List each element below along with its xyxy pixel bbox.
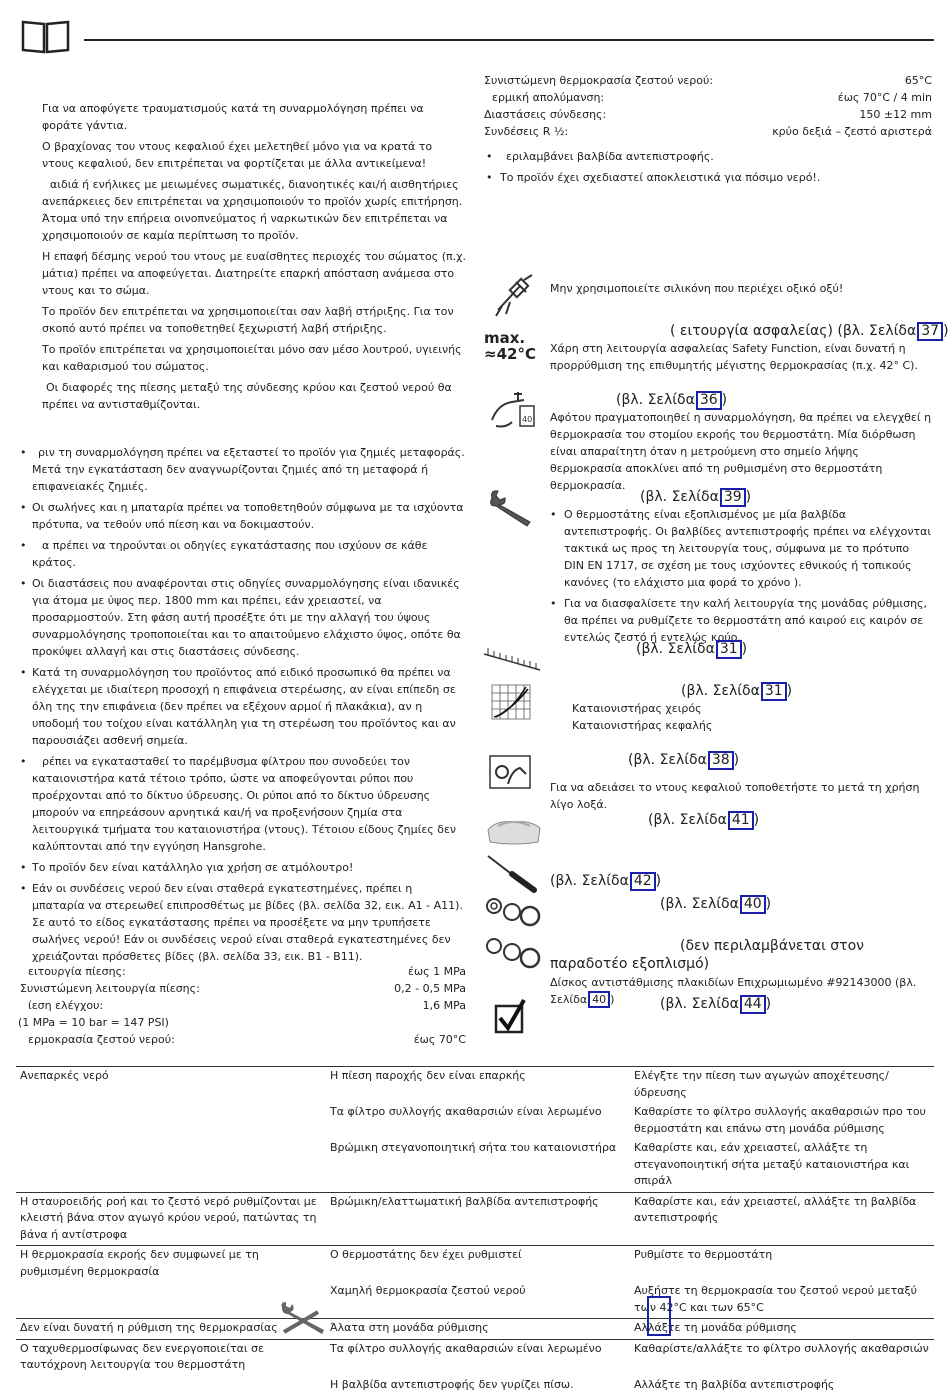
cleaning-heading: (βλ. Σελίδα 41 )	[648, 811, 759, 830]
safety-note: Ο βραχίονας του ντους κεφαλιού έχει μελετηθεί μόνο για να κρατά το ντους κεφαλιού, δεν επιτρέπεται να φορτίζεται με άλλα αντικείμενα!	[42, 138, 466, 172]
cause-cell: Τα φίλτρο συλλογής ακαθαρσιών είναι λερωμένο	[326, 1339, 630, 1376]
thermometer-hand-icon	[488, 390, 540, 434]
calibration-body: Αφότου πραγματοποιηθεί η συναρμολόγηση, θα πρέπει να ελεγχθεί η θερμοκρασία του στομίου εκροής του θερμοστάτη. Μία διόρθωση είναι απαραίτητη όταν η μετρούμενη στο σημείο λήψης θερμοκρασία αποκλίνει από τη ρυθμισμένη στο θερμοστάτη θερμοκρασία.	[550, 409, 932, 494]
wrench-icon	[486, 488, 538, 528]
cause-cell: Τα φίλτρο συλλογής ακαθαρσιών είναι λερωμένο	[326, 1103, 630, 1139]
cause-cell: Χαμηλή θερμοκρασία ζεστού νερού	[326, 1282, 630, 1319]
dimension-drawing-icon	[482, 640, 542, 678]
install-notes	[20, 444, 466, 965]
screwdriver-icon	[484, 852, 540, 894]
page-ref-link[interactable]: 39	[720, 488, 746, 507]
cause-cell: Βρώμικη στεγανοποιητική σήτα του καταιονιστήρα	[326, 1139, 630, 1192]
list-item: • Το προϊόν έχει σχεδιαστεί αποκλειστικά για πόσιμο νερό!.	[486, 169, 932, 186]
table-row	[16, 1103, 934, 1139]
page-ref-link[interactable]: 37	[917, 322, 943, 341]
operation-heading: (βλ. Σελίδα 38 )	[628, 751, 739, 770]
safety-note: Για να αποφύγετε τραυματισμούς κατά τη συναρμολόγηση πρέπει να φοράτε γάντια.	[42, 100, 466, 134]
problem-cell: Η σταυροειδής ροή και το ζεστό νερό ρυθμίζονται με κλειστή βάνα στον αγωγό κρύου νερού, πατώντας τη βάνα ή αντίστροφα	[16, 1192, 326, 1246]
list-item: • Για να διασφαλίσετε την καλή λειτουργία της μονάδας ρύθμισης, θα πρέπει να ρυθμίζετε το θερμοστάτη από καιρού εις καιρόν σε εντελώς ζεστό ή εντελώς κρύο.	[550, 595, 932, 646]
list-item: • α πρέπει να τηρούνται οι οδηγίες εγκατάστασης που ισχύουν σε κάθε κράτος.	[20, 537, 466, 571]
problem-cell: Δεν είναι δυνατή η ρύθμιση της θερμοκρασίας	[16, 1319, 326, 1340]
cause-cell: Ο θερμοστάτης δεν έχει ρυθμιστεί	[326, 1246, 630, 1283]
list-item: • Οι διαστάσεις που αναφέρονται στις οδηγίες συναρμολόγησης είναι ιδανικές για άτομα με ύψος περ. 1800 mm και πρέπει, εάν χρειαστεί, να προσαρμοστούν. Στη φάση αυτή προσέξτε ότι με την αλλαγή του ύψους συναρμολόγησης τροποποιείται και το απαιτούμενο ελάχιστο ύψος, οπότε θα προκύψει αλλαγή και στις διαστάσεις σύνδεσης.	[20, 575, 466, 660]
flow-legend	[572, 700, 712, 734]
table-row	[16, 1282, 934, 1319]
spec-list-left	[20, 963, 466, 1048]
list-item: • Κατά τη συναρμολόγηση του προϊόντος από ειδικό προσωπικό θα πρέπει να ελέγχεται με ιδιαίτερη προσοχή η επιφάνεια στερέωσης, αν είναι επίπεδη σε όλη της την επιφάνεια (δεν πρέπει να εξέχουν αρμοί ή πλακάκια), αν η υποδομή του τοίχου είναι κατάλληλη για τη στερέωση του προϊόντος και αν παρουσιάζει ασθενή σημεία.	[20, 664, 466, 749]
test-heading: (βλ. Σελίδα 44 )	[660, 995, 771, 1014]
max-temp-icon: max. ≈42°C	[484, 330, 546, 362]
safety-notes	[42, 100, 466, 413]
list-item: • Το προϊόν δεν είναι κατάλληλο για χρήση σε ατμόλουτρο!	[20, 859, 466, 876]
list-item: • Οι σωλήνες και η μπαταρία πρέπει να τοποθετηθούν σύμφωνα με τα ισχύοντα πρότυπα, να τεθούν υπό πίεση και να δοκιμαστούν.	[20, 499, 466, 533]
legend-overhead-shower: Καταιονιστήρας κεφαλής	[572, 717, 712, 734]
spec-row: Συνδέσεις R ½: κρύο δεξιά – ζεστό αριστερά	[484, 123, 932, 140]
remedy-cell: Καθαρίστε και, εάν χρειαστεί, αλλάξτε τη στεγανοποιητική σήτα μεταξύ καταιονιστήρα και σπιράλ	[630, 1139, 934, 1192]
hand-knob-icon	[486, 752, 534, 792]
remedy-cell: Αλλάξτε τη βαλβίδα αντεπιστροφής	[630, 1376, 934, 1395]
silicone-note: Μην χρησιμοποιείτε σιλικόνη που περιέχει οξικό οξύ!	[550, 280, 930, 297]
remedy-cell: Καθαρίστε/αλλάξτε το φίλτρο συλλογής ακαθαρσιών	[630, 1339, 934, 1376]
accessories-body: Δίσκος αντιστάθμισης πλακιδίων Επιχρωμιωμένο #92143000 (βλ. Σελίδα 40 )	[550, 974, 934, 1008]
spec-row: Συνιστώμενη θερμοκρασία ζεστού νερού: 65°C	[484, 72, 932, 89]
safety-note: Οι διαφορές της πίεσης μεταξύ της σύνδεσης κρύου και ζεστού νερού θα πρέπει να αντισταθμίζονται.	[42, 379, 466, 413]
flow-heading: (βλ. Σελίδα 31 )	[681, 682, 792, 701]
problem-cell: Ο ταχυθερμοσίφωνας δεν ενεργοποιείται σε ταυτόχρονη λειτουργία του θερμοστάτη	[16, 1339, 326, 1376]
page-ref-link[interactable]: 40	[740, 895, 766, 914]
remedy-cell: Ρυθμίστε το θερμοστάτη	[630, 1246, 934, 1283]
list-item: • ριν τη συναρμολόγηση πρέπει να εξεταστεί το προϊόν για ζημιές μεταφοράς. Μετά την εγκατάσταση δεν αναγνωρίζονται ζημιές από τη μεταφορά ή επιφανειακές ζημιές.	[20, 444, 466, 495]
header-rule	[84, 39, 934, 41]
problem-cell: Ανεπαρκές νερό	[16, 1067, 326, 1104]
page-ref-link[interactable]: 31	[761, 682, 787, 701]
table-row	[16, 1376, 934, 1395]
accessories-icon	[484, 936, 544, 970]
book-icon	[20, 18, 72, 56]
safety-note: αιδιά ή ενήλικες με μειωμένες σωματικές, διανοητικές και/ή αισθητήριες ανεπάρκειες δεν επιτρέπεται να χρησιμοποιούν το προϊόν χωρίς επιτήρηση. Άτομα υπό την επήρεια οινοπνεύματος ή ναρκωτικών δεν επιτρέπεται να χρησιμοποιούν σε καμία περίπτωση το προϊόν.	[42, 176, 466, 244]
remedy-cell: Καθαρίστε και, εάν χρειαστεί, αλλάξτε τη βαλβίδα αντεπιστροφής	[630, 1192, 934, 1246]
page-ref-link[interactable]: 40	[588, 991, 610, 1008]
safety-body: Χάρη στη λειτουργία ασφαλείας Safety Function, είναι δυνατή η προρρύθμιση της επιθυμητής μέγιστης θερμοκρασίας (π.χ. 42° C).	[550, 340, 930, 374]
dimensions-heading: (βλ. Σελίδα 31 )	[636, 640, 747, 659]
page-ref-link[interactable]: 42	[630, 872, 656, 891]
spec-row: ερμοκρασία ζεστού νερού: έως 70°C	[20, 1031, 466, 1048]
safety-note: Το προϊόν επιτρέπεται να χρησιμοποιείται μόνο σαν μέσο λουτρού, υγιεινής και καθαρισμού του σώματος.	[42, 341, 466, 375]
table-row	[16, 1192, 934, 1246]
spec-row: (1 MPa = 10 bar = 147 PSI)	[20, 1014, 466, 1031]
operation-body: Για να αδειάσει το ντους κεφαλιού τοποθετήστε το μετά τη χρήση λίγο λοξά.	[550, 779, 930, 813]
cause-cell: Βρώμικη/ελαττωματική βαλβίδα αντεπιστροφής	[326, 1192, 630, 1246]
highlight-box	[647, 1296, 671, 1336]
spec-row: ειτουργία πίεσης: έως 1 MPa	[20, 963, 466, 980]
problem-cell	[16, 1103, 326, 1139]
calibration-heading: (βλ. Σελίδα 36 )	[616, 391, 727, 410]
table-row	[16, 1339, 934, 1376]
spec-list-right	[484, 72, 932, 140]
page-ref-link[interactable]: 41	[728, 811, 754, 830]
table-row	[16, 1067, 934, 1104]
safety-note: Το προϊόν δεν επιτρέπεται να χρησιμοποιείται σαν λαβή στήριξης. Για τον σκοπό αυτό πρέπει να τοποθετηθεί ξεχωριστή λαβή στήριξης.	[42, 303, 466, 337]
troubleshooting-table	[16, 1066, 934, 1395]
list-item: • ρέπει να εγκατασταθεί το παρέμβυσμα φίλτρου που συνοδεύει τον καταιονιστήρα κατά τέτοιο τρόπο, ώστε να αποφεύγονται ρύποι που προέρχονται από το δίκτυο ύδρευσης. Οι ρύποι από το δίκτυο ύδρευσης μπορούν να επηρεάσουν αρνητικά και/ή να προξενήσουν ζημία στα λειτουργικά τμήματα του καταιονιστήρα (ντους). Τέτοιου είδους ζημίες δεν καλύπτονται από την εγγύηση Hansgrohe.	[20, 753, 466, 855]
list-item: • εριλαμβάνει βαλβίδα αντεπιστροφής.	[486, 148, 932, 165]
cleaning-cloth-icon	[484, 812, 544, 848]
caulking-gun-icon	[488, 272, 536, 318]
remedy-cell: Καθαρίστε το φίλτρο συλλογής ακαθαρσιών προ του θερμοστάτη και επάνω στη μονάδα ρύθμισης	[630, 1103, 934, 1139]
spare-parts-icon	[484, 894, 544, 928]
page-ref-link[interactable]: 36	[696, 391, 722, 410]
spec-row: ερμική απολύμανση: έως 70°C / 4 min	[484, 89, 932, 106]
svg-text:40: 40	[522, 415, 532, 424]
accessories-heading: (δεν περιλαμβάνεται στον παραδοτέο εξοπλισμό)	[550, 937, 934, 973]
spec-row: Συνιστώμενη λειτουργία πίεσης: 0,2 - 0,5 MPa	[20, 980, 466, 997]
page-ref-link[interactable]: 31	[716, 640, 742, 659]
remedy-cell: Αυξήστε τη θερμοκρασία του ζεστού νερού μεταξύ των 42°C και των 65°C	[630, 1282, 934, 1319]
maintenance-body	[550, 506, 932, 646]
cause-cell: Η πίεση παροχής δεν είναι επαρκής	[326, 1067, 630, 1104]
safety-note: Η επαφή δέσμης νερού του ντους με ευαίσθητες περιοχές του σώματος (π.χ. μάτια) πρέπει να αποφεύγεται. Διατηρείτε επαρκή απόσταση ανάμεσα στο ντους και το σώμα.	[42, 248, 466, 299]
maintenance-heading: (βλ. Σελίδα 39 )	[640, 488, 751, 507]
problem-cell: Η θερμοκρασία εκροής δεν συμφωνεί με τη ρυθμισμένη θερμοκρασία	[16, 1246, 326, 1283]
list-item: • Ο θερμοστάτης είναι εξοπλισμένος με μία βαλβίδα αντεπιστροφής. Οι βαλβίδες αντεπιστροφής πρέπει να ελέγχονται τακτικά ως προς τη λειτουργία τους, σύμφωνα με το πρότυπο DIN EN 1717, σε σχέση με τους ισχύοντες εθνικούς ή τοπικούς κανόνες (το ελάχιστο μια φορά το χρόνο ).	[550, 506, 932, 591]
remedy-cell: Αλλάξτε τη μονάδα ρύθμισης	[630, 1319, 934, 1340]
tool-heading: (βλ. Σελίδα 42 )	[550, 872, 661, 891]
table-row	[16, 1246, 934, 1283]
tools-icon	[278, 1300, 334, 1338]
table-row	[16, 1139, 934, 1192]
parts-heading: (βλ. Σελίδα 40 )	[660, 895, 771, 914]
table-row	[16, 1319, 934, 1340]
safety-heading: ( ειτουργία ασφαλείας) (βλ. Σελίδα 37 )	[670, 322, 949, 341]
checkbox-check-icon	[494, 998, 528, 1034]
spec-row: Διαστάσεις σύνδεσης: 150 ±12 mm	[484, 106, 932, 123]
cause-cell: Η βαλβίδα αντεπιστροφής δεν γυρίζει πίσω.	[326, 1376, 630, 1395]
spec-row: ίεση ελέγχου: 1,6 MPa	[20, 997, 466, 1014]
page-ref-link[interactable]: 44	[740, 995, 766, 1014]
problem-cell	[16, 1376, 326, 1395]
problem-cell	[16, 1139, 326, 1192]
remedy-cell: Ελέγξτε την πίεση των αγωγών αποχέτευσης/ύδρευσης	[630, 1067, 934, 1104]
cause-cell: Άλατα στη μονάδα ρύθμισης	[326, 1319, 630, 1340]
list-item: • Εάν οι συνδέσεις νερού δεν είναι σταθερά εγκατεστημένες, πρέπει η μπαταρία να στερεωθεί επιπροσθέτως με βίδες (βλ. σελίδα 32, εικ. A1 - A11). Σε αυτό το είδος εγκατάστασης πρέπει να προσέξετε να μην τρυπήσετε σωλήνες νερού! Εάν οι συνδέσεις νερού είναι σταθερά εγκατεστημένες δεν χρειάζονται πρόσθετες βίδες (βλ. σελίδα 33, εικ. B1 - B11).	[20, 880, 466, 965]
legend-hand-shower: Καταιονιστήρας χειρός	[572, 700, 712, 717]
flow-diagram-icon	[490, 683, 532, 721]
page-ref-link[interactable]: 38	[708, 751, 734, 770]
feature-list	[486, 148, 932, 186]
